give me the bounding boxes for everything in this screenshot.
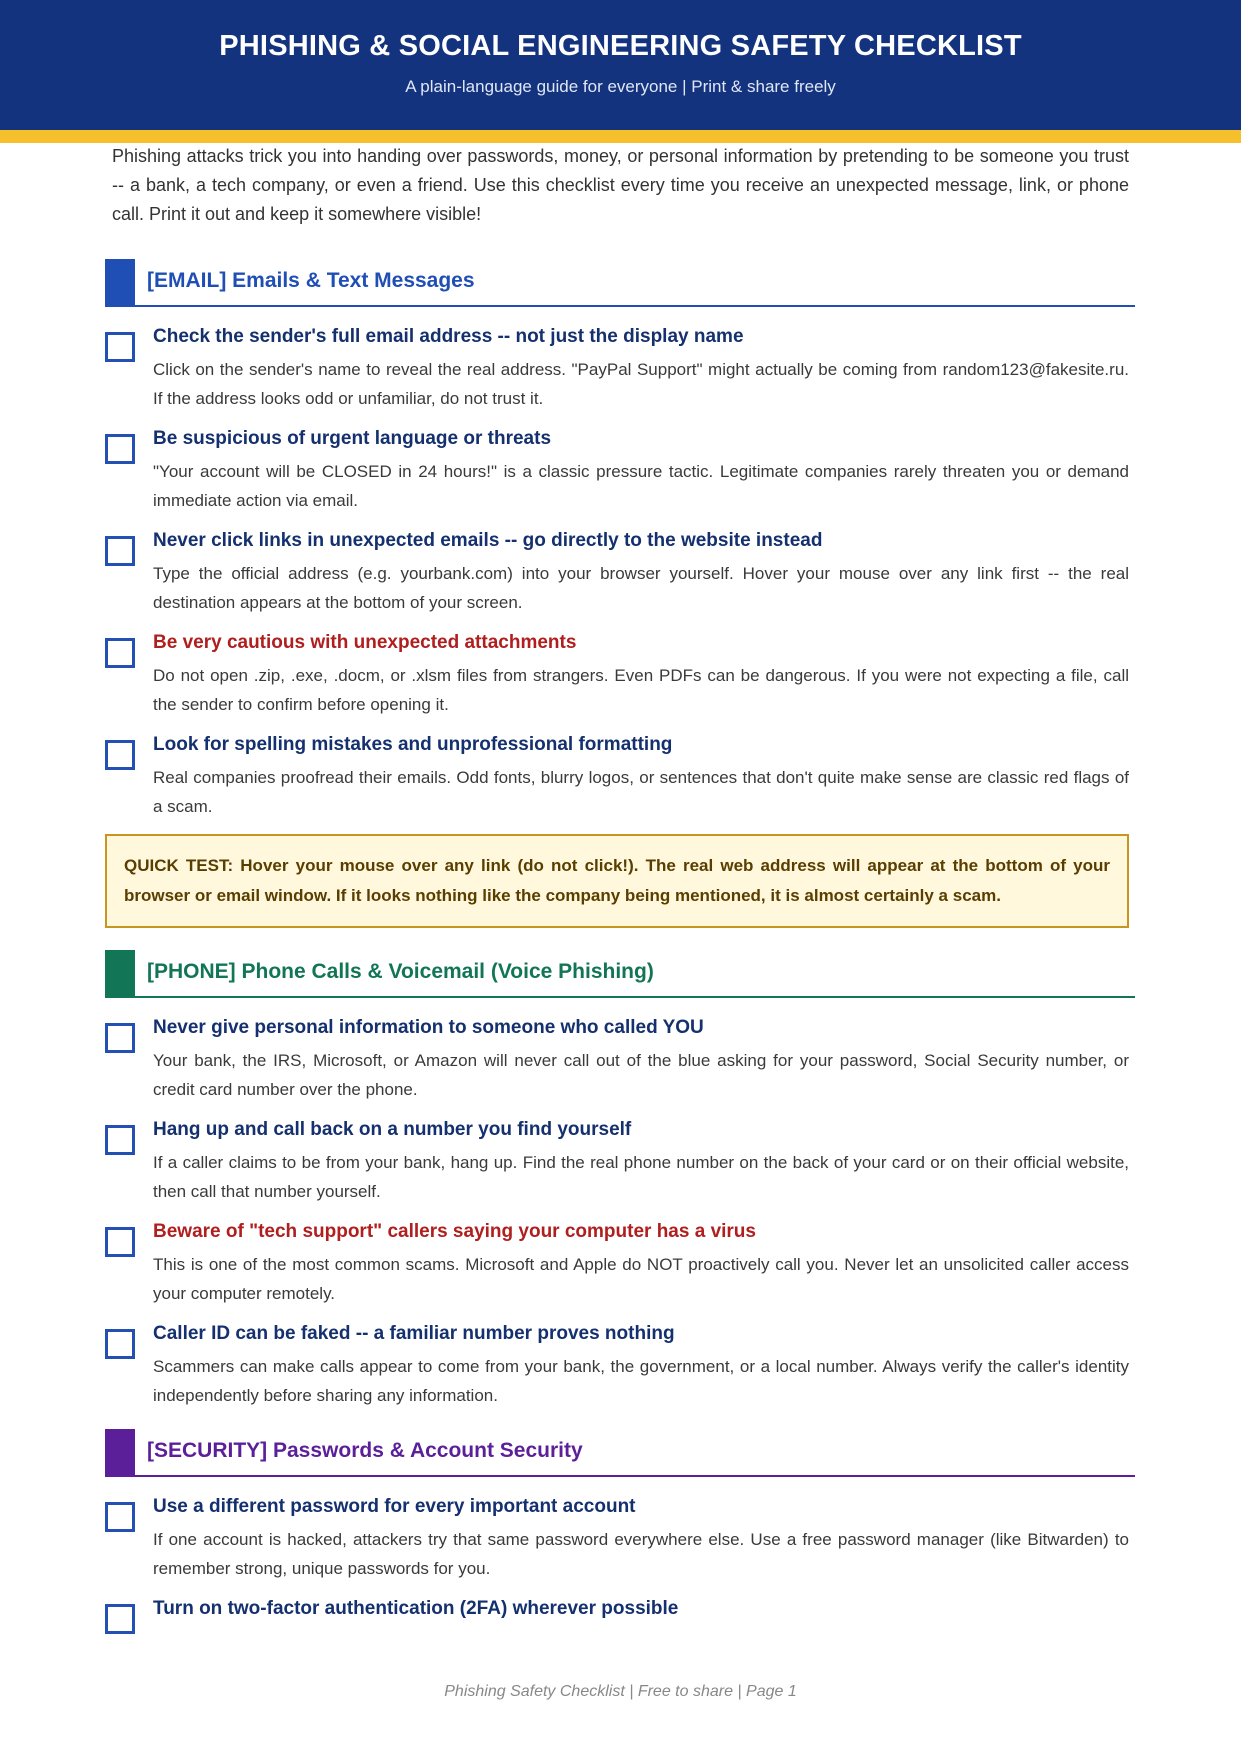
checkbox[interactable]: [105, 1604, 135, 1634]
page-title: PHISHING & SOCIAL ENGINEERING SAFETY CHECKLIST: [219, 30, 1022, 62]
page-header: [0, 0, 1241, 130]
checkbox[interactable]: [105, 434, 135, 464]
section-title-email: [EMAIL] Emails & Text Messages: [147, 269, 475, 292]
section-header-phone: [105, 950, 1135, 998]
checklist-item-description: Scammers can make calls appear to come from your bank, the government, or a local number. Always verify the caller's identity independently before sharing any information.: [153, 1357, 1129, 1405]
checklist-item-title: Turn on two-factor authentication (2FA) wherever possible: [153, 1598, 679, 1619]
page-subtitle: A plain-language guide for everyone | Print & share freely: [405, 77, 836, 96]
checkbox[interactable]: [105, 1125, 135, 1155]
checkbox[interactable]: [105, 1023, 135, 1053]
checklist-item-title: Be very cautious with unexpected attachments: [153, 632, 577, 653]
checklist-item-title: Be suspicious of urgent language or threats: [153, 428, 552, 449]
checklist-item-description: Real companies proofread their emails. Odd fonts, blurry logos, or sentences that don't quite make sense are classic red flags of a scam.: [153, 768, 1129, 816]
page-footer: Phishing Safety Checklist | Free to share | Page 1: [444, 1683, 797, 1700]
checkbox[interactable]: [105, 1329, 135, 1359]
checklist-item-description: This is one of the most common scams. Microsoft and Apple do NOT proactively call you. Never let an unsolicited caller access your computer remotely.: [153, 1255, 1129, 1303]
section-divider: [105, 996, 1135, 998]
checkbox[interactable]: [105, 638, 135, 668]
checklist-item-title: Use a different password for every important account: [153, 1496, 636, 1517]
section-divider: [105, 1475, 1135, 1477]
checklist-item-title: Check the sender's full email address -- not just the display name: [153, 326, 744, 347]
checkbox[interactable]: [105, 332, 135, 362]
section-title-security: [SECURITY] Passwords & Account Security: [147, 1439, 583, 1462]
section-divider: [105, 305, 1135, 307]
section-marker-bar: [105, 950, 135, 998]
section-header-security: [105, 1429, 1135, 1477]
checkbox[interactable]: [105, 1227, 135, 1257]
checklist-item-title: Caller ID can be faked -- a familiar number proves nothing: [153, 1323, 675, 1344]
quick-test-callout: QUICK TEST: Hover your mouse over any link (do not click!). The real web address will appear at the bottom of your browser or email window. If it looks nothing like the company being mentioned, it is almost certainly a scam.: [105, 834, 1129, 928]
checklist-item-description: "Your account will be CLOSED in 24 hours!" is a classic pressure tactic. Legitimate companies rarely threaten you or demand immediate action via email.: [153, 462, 1129, 510]
intro-paragraph: Phishing attacks trick you into handing over passwords, money, or personal information by pretending to be someone you trust -- a bank, a tech company, or even a friend. Use this checklist every time you receive an unexpected message, link, or phone call. Print it out and keep it somewhere visible!: [112, 146, 1129, 224]
checkbox[interactable]: [105, 536, 135, 566]
checkbox[interactable]: [105, 1502, 135, 1532]
checklist-item-title: Never give personal information to someone who called YOU: [153, 1017, 704, 1038]
checklist-item-title: Beware of "tech support" callers saying your computer has a virus: [153, 1221, 756, 1242]
checklist-item-title: Look for spelling mistakes and unprofessional formatting: [153, 734, 673, 755]
checklist-item-description: If one account is hacked, attackers try that same password everywhere else. Use a free password manager (like Bitwarden) to remember strong, unique passwords for you.: [153, 1530, 1129, 1578]
checklist-item-description: Your bank, the IRS, Microsoft, or Amazon will never call out of the blue asking for your password, Social Security number, or credit card number over the phone.: [153, 1051, 1129, 1099]
section-marker-bar: [105, 259, 135, 307]
section-marker-bar: [105, 1429, 135, 1477]
checklist-item-description: If a caller claims to be from your bank, hang up. Find the real phone number on the back of your card or on their official website, then call that number yourself.: [153, 1153, 1129, 1201]
checklist-item-title: Hang up and call back on a number you find yourself: [153, 1119, 632, 1140]
section-title-phone: [PHONE] Phone Calls & Voicemail (Voice Phishing): [147, 960, 654, 983]
checkbox[interactable]: [105, 740, 135, 770]
checklist-item-description: Click on the sender's name to reveal the real address. "PayPal Support" might actually be coming from random123@fakesite.ru. If the address looks odd or unfamiliar, do not trust it.: [153, 360, 1129, 408]
checklist-item-title: Never click links in unexpected emails -- go directly to the website instead: [153, 530, 823, 551]
checklist-item-description: Do not open .zip, .exe, .docm, or .xlsm files from strangers. Even PDFs can be dangerous. If you were not expecting a file, call the sender to confirm before opening it.: [153, 666, 1129, 714]
section-header-email: [105, 259, 1135, 307]
checklist-item-description: Type the official address (e.g. yourbank.com) into your browser yourself. Hover your mouse over any link first -- the real destination appears at the bottom of your screen.: [153, 564, 1129, 612]
